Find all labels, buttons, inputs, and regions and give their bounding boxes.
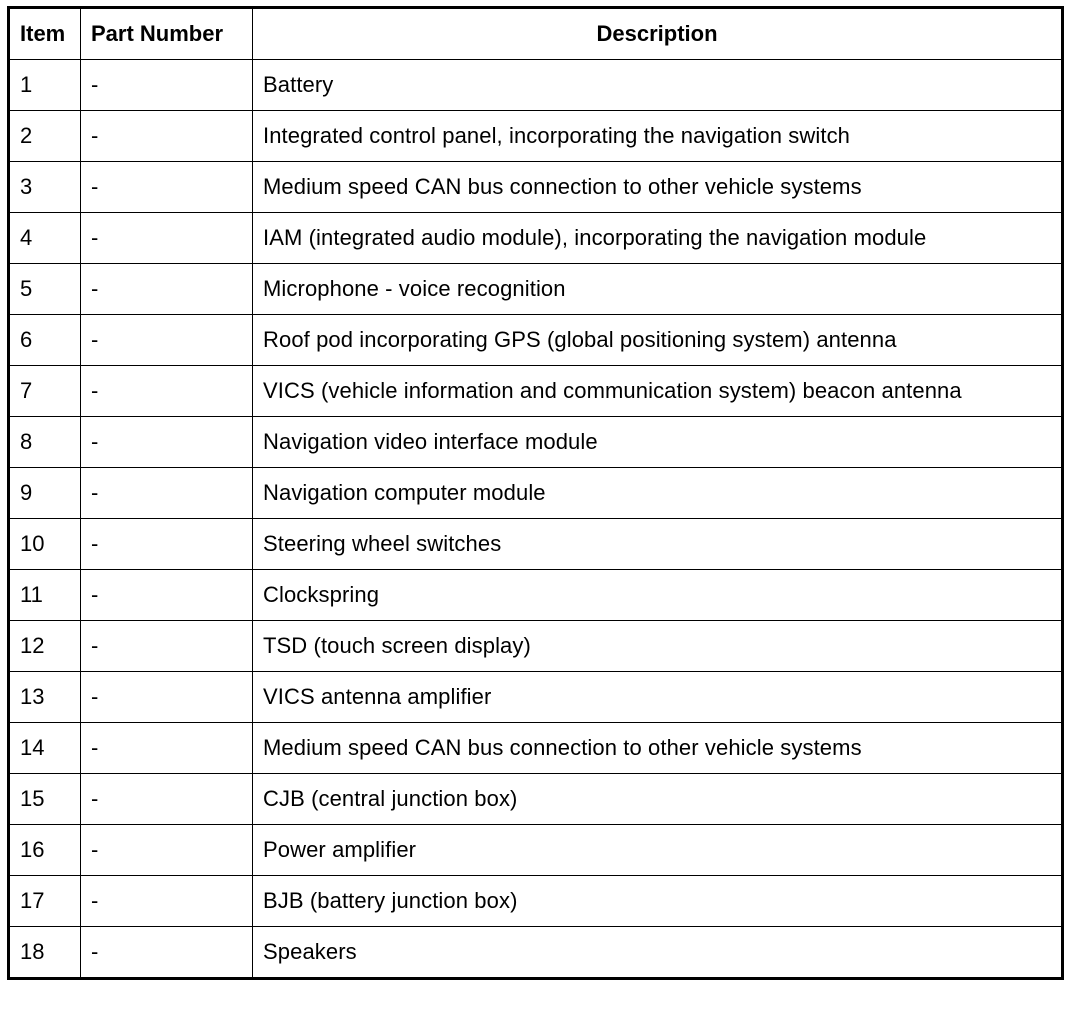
header-description: Description [253,8,1063,60]
cell-description: Navigation video interface module [253,417,1063,468]
table-row [9,570,1063,621]
cell-description: CJB (central junction box) [253,774,1063,825]
cell-part-number: - [81,621,253,672]
cell-description: VICS (vehicle information and communication system) beacon antenna [253,366,1063,417]
cell-description: Speakers [253,927,1063,979]
cell-item: 7 [9,366,81,417]
cell-item: 10 [9,519,81,570]
table-row [9,774,1063,825]
cell-part-number: - [81,774,253,825]
cell-part-number: - [81,468,253,519]
cell-item: 11 [9,570,81,621]
cell-part-number: - [81,111,253,162]
cell-description: Medium speed CAN bus connection to other vehicle systems [253,723,1063,774]
table-row [9,519,1063,570]
cell-item: 18 [9,927,81,979]
cell-item: 9 [9,468,81,519]
cell-item: 3 [9,162,81,213]
table-row [9,60,1063,111]
cell-item: 13 [9,672,81,723]
cell-item: 5 [9,264,81,315]
header-item: Item [9,8,81,60]
table-row [9,366,1063,417]
cell-description: Roof pod incorporating GPS (global positioning system) antenna [253,315,1063,366]
table-row [9,825,1063,876]
cell-description: Integrated control panel, incorporating the navigation switch [253,111,1063,162]
cell-item: 8 [9,417,81,468]
cell-part-number: - [81,315,253,366]
cell-part-number: - [81,570,253,621]
table-row [9,315,1063,366]
header-row [9,8,1063,60]
table-row [9,468,1063,519]
table-body [9,60,1063,979]
cell-part-number: - [81,264,253,315]
cell-part-number: - [81,519,253,570]
cell-description: Medium speed CAN bus connection to other vehicle systems [253,162,1063,213]
cell-part-number: - [81,723,253,774]
table-row [9,723,1063,774]
cell-part-number: - [81,417,253,468]
cell-part-number: - [81,162,253,213]
cell-description: Power amplifier [253,825,1063,876]
cell-description: IAM (integrated audio module), incorporating the navigation module [253,213,1063,264]
cell-description: VICS antenna amplifier [253,672,1063,723]
table-row [9,621,1063,672]
cell-part-number: - [81,672,253,723]
cell-item: 4 [9,213,81,264]
table-row [9,162,1063,213]
table-row [9,672,1063,723]
table-row [9,927,1063,979]
cell-description: Steering wheel switches [253,519,1063,570]
table-row [9,111,1063,162]
cell-part-number: - [81,366,253,417]
cell-item: 15 [9,774,81,825]
cell-item: 2 [9,111,81,162]
cell-part-number: - [81,60,253,111]
table-row [9,417,1063,468]
cell-item: 6 [9,315,81,366]
table-row [9,213,1063,264]
header-part-number: Part Number [81,8,253,60]
cell-item: 12 [9,621,81,672]
cell-description: Battery [253,60,1063,111]
table-row [9,264,1063,315]
cell-item: 1 [9,60,81,111]
table-header [9,8,1063,60]
parts-table-container [7,6,1061,1020]
cell-part-number: - [81,927,253,979]
parts-table [7,6,1064,980]
cell-description: Navigation computer module [253,468,1063,519]
cell-description: Clockspring [253,570,1063,621]
cell-part-number: - [81,876,253,927]
cell-description: TSD (touch screen display) [253,621,1063,672]
cell-item: 14 [9,723,81,774]
cell-item: 16 [9,825,81,876]
cell-description: Microphone - voice recognition [253,264,1063,315]
table-row [9,876,1063,927]
cell-item: 17 [9,876,81,927]
cell-part-number: - [81,213,253,264]
cell-description: BJB (battery junction box) [253,876,1063,927]
cell-part-number: - [81,825,253,876]
